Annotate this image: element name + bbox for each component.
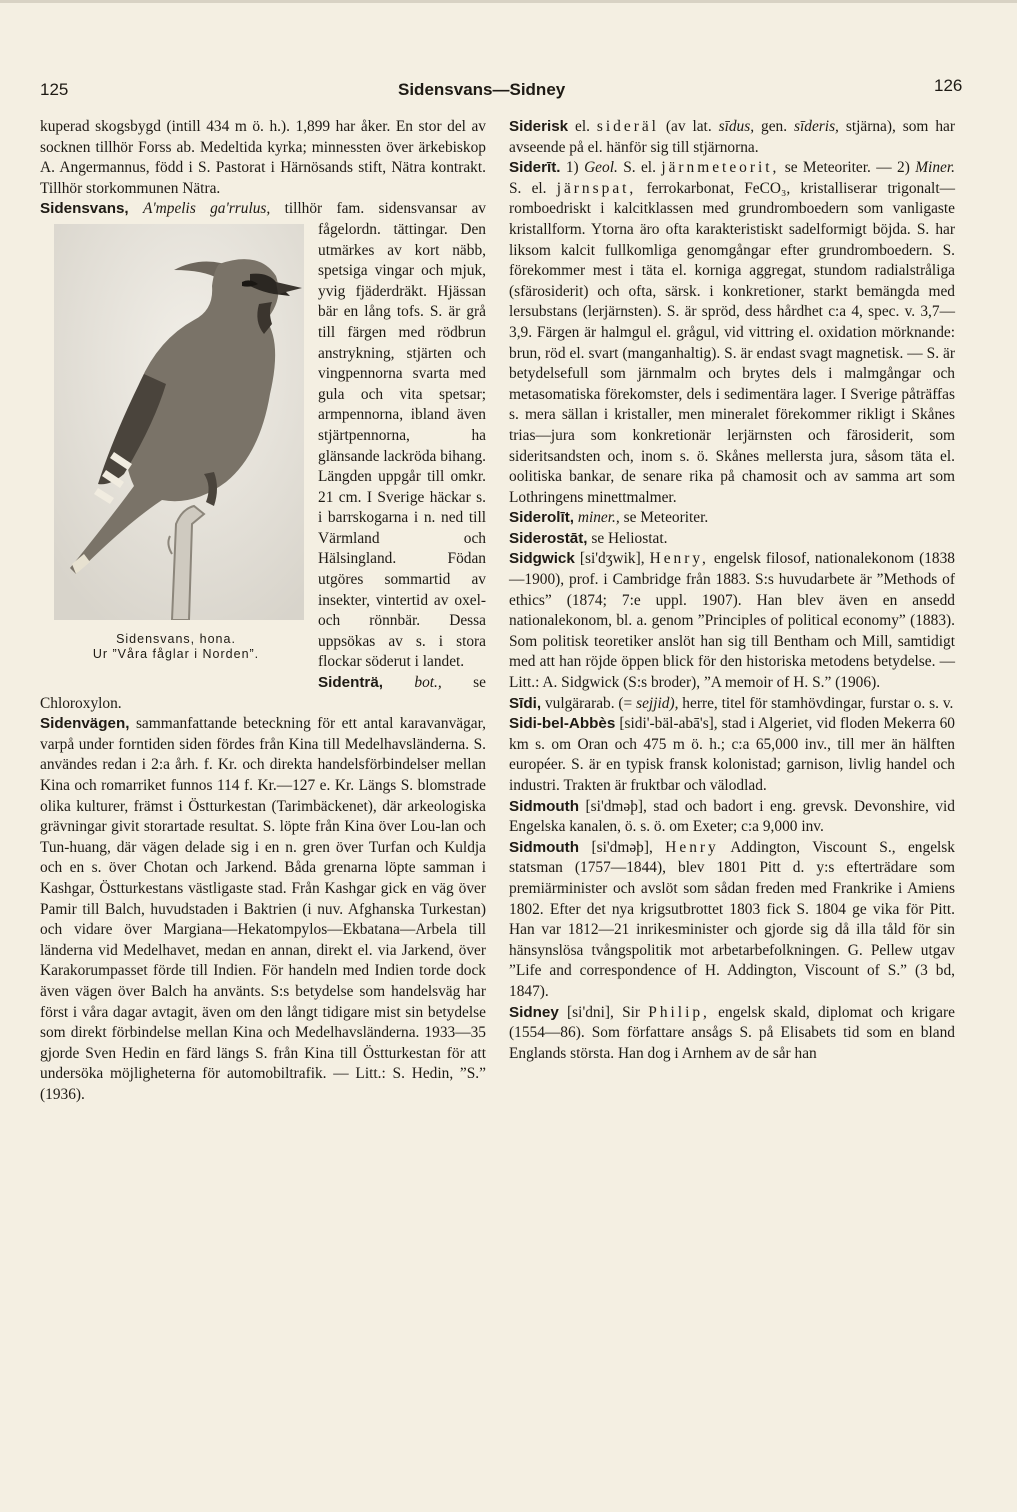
figure-caption bbox=[40, 632, 312, 662]
headword-sidensvans: Sidensvans, bbox=[40, 200, 129, 218]
entry-siderisk: Siderisk el. sideräl (av lat. sīdus, gen. sīderis, stjärna), som har avseende på el. hänför sig till stjärnorna. bbox=[509, 118, 955, 156]
running-title: Sidensvans—Sidney bbox=[398, 80, 566, 99]
entry-sidentra: Sidenträ, bot., se Chloroxylon. bbox=[40, 674, 486, 712]
headword-siderolit: Siderolīt, bbox=[509, 509, 574, 527]
page-number-left: 125 bbox=[40, 80, 69, 99]
headword-sidentra: Sidenträ, bbox=[318, 674, 383, 692]
entry-sidmouth-town: Sidmouth [si'dməþ], stad och badort i eng. grevsk. Devonshire, vid Engelska kanalen, ö. s. ö. om Exeter; c:a 9,000 inv. bbox=[509, 797, 955, 836]
bird-figure bbox=[40, 224, 312, 680]
entry-sidgwick: Sidgwick [si'dʒwik], Henry, engelsk filosof, nationalekonom (1838—1900), prof. i Cambridge från 1883. S:s huvudarbete är ”Methods of ethics” (1874; 7:e uppl. 1907). Han blev även en ansedd nationalekonom, bl. a. genom ”Principles of political economy” (1883). Som politisk teoretiker anslöt han sig till Bentham och Mill, samtidigt med att han röjde öppen blick för den historiska metodens betydelse. — Litt.: A. Sidgwick (S:s broder), ”A memoir of H. S.” (1906). bbox=[509, 550, 955, 692]
headword-siderisk: Siderisk bbox=[509, 118, 569, 135]
headword-siderostat: Siderostāt, bbox=[509, 529, 588, 547]
headword-sidmouth-town: Sidmouth bbox=[509, 797, 580, 815]
entry-siderit: Siderīt. 1) Geol. S. el. järnmeteorit, se Meteoriter. — 2) Miner. S. el. järnspat, ferrokarbonat, FeCO₃, kristalliserar trigonalt—romboedriskt i kalcitklassen med grundromboedern som vanligaste kristallform. Ytorna äro ofta karakteristiskt sadelformigt böjda. S. har liksom kalcit fullkomliga genomgångar efter grundromboedern. S. förekommer mest i täta el. korniga aggregat, stundom radialstråliga (sfärosiderit) och ofta, särsk. i konkretioner, starkt bemängda med lersubstans (lerjärnsten). S. är spröd, dess hårdhet c:a 4, spec. v. 3,7—3,9. Färgen är halmgul el. grågul, vid vittring el. oxidation mörknande: brun, röd el. svart (manganhaltig). S. är endast svagt magnetisk. — S. är betydelsefull som järnmalm och brytes dels i malmgångar och metasomatiska förekomster, dels i sedimentära lager. I Sverige påträffas s. mera sällan i kristaller, men mineralet förekommer rikligt i Skånes trias—jura som konkretionär lerjärnsten och färosiderit, som sideritsandsten och, inom s. ö. Skånes mellersta jura, såsom täta el. oolitiska bankar, de senare rika på chamosit och av samma art som Lothringens minettmalmer. bbox=[509, 159, 955, 506]
entry-siderolit: Siderolīt, miner., se Meteoriter. bbox=[509, 509, 709, 527]
waxwing-photo bbox=[54, 224, 304, 620]
caption-line-2: Ur ”Våra fåglar i Norden”. bbox=[92, 646, 260, 661]
entry-sidensvans: Sidensvans, A'mpelis ga'rrulus, Sidensvans, hona. Ur ”Våra fåglar i Norden”. tillhör fam. sidensvansar av fågelordn. tättingar. Den utmärkes av kort näbb, spetsiga vingar och mjuk, yvig fjäderdräkt. Hjässan bär en lång tofs. S. är grå till färgen med rödbrun anstrykning, stjärten och vingpennorna svarta med gula och vita spetsar; armpennorna, ibland även stjärtpennorna, ha glänsande lackröda bihang. Längden uppgår till omkr. 21 cm. I Sverige häckar s. i barrskogarna i n. ned till Värmland och Hälsingland. Födan utgöres sommartid av insekter, vintertid av oxel- och rönnbär. Dessa uppsökas av s. i stora flockar söderut i landet. bbox=[40, 199, 486, 673]
entry-sidi-bel-abbes: Sidi-bel-Abbès [sidi'-bäl-abā's], stad i Algeriet, vid floden Mekerra 60 km s. om Oran och 475 m ö. h.; c:a 65,000 inv., till mer än hälften européer. S. är en typisk fransk kolonistad; garnison, livlig handel och industri. Trakten är fruktbar och välodlad. bbox=[509, 715, 955, 794]
headword-sidmouth-person: Sidmouth bbox=[509, 838, 580, 856]
entry-sidenvagen: Sidenvägen, sammanfattande beteckning för ett antal karavanvägar, varpå under forntiden siden fördes från Kina till Medelhavsländerna. S. användes redan i 2:a årh. f. Kr. och direkta handelsförbindelser mellan Kina och romarriket funnos 114 f. Kr.—127 e. Kr. Längs S. blomstrade olika kulturer, främst i Östturkestan (Tarimbäckenet), där arkeologiska grävningar givit storartade resultat. S. löpte från Kina över Lou-lan och Tun-huang, där vägen delade sig i en n. gren över Turfan och Kuldja och en s. över Chotan och Jarkend. Båda grenarna löpte samman i Kashgar, Östturkestans västligaste stad. Från Kashgar gick en väg över Pamir till Balch, huvudstaden i Baktrien (i nuv. Afghanska Turkestan) och vidare över Margiana—Hekatompylos—Ekbatana—Arbela till länderna vid Medelhavet, medan en annan, direkt el. via Jarkend, över Karakorumpasset förde till Indien. För handeln med Indien torde dock även vägen över Balch ha använts. S:s betydelse som handelsväg har först i våra dagar avtagit, även om den långt tidigare mist sin betydelse som direkt förbindelse mellan Kina och Medelhavsländerna. 1933—35 gjorde Sven Hedin en färd längs S. från Kina till Östturkestan för att undersöka möjligheterna för automobiltrafik. — Litt.: S. Hedin, ”S.” (1936). bbox=[40, 715, 486, 1103]
entry-siderostat: Siderostāt, se Heliostat. bbox=[509, 529, 668, 547]
page-header bbox=[0, 76, 1017, 110]
headword-sidi-bel-abbes: Sidi-bel-Abbès bbox=[509, 715, 616, 733]
headword-sidney: Sidney bbox=[509, 1003, 559, 1021]
left-column bbox=[40, 117, 486, 1106]
caption-line-1: Sidensvans, hona. bbox=[116, 631, 236, 646]
top-edge-rule bbox=[0, 0, 1017, 3]
entry-continuation: kuperad skogsbygd (intill 434 m ö. h.). 1,899 har åker. En stor del av socknen tillhör Forss ab. Medeltida kyrka; minnessten över ärkebiskop A. Angermannus, född i S. Pastorat i Härnösands stift, Nätra kontrakt. Tillhör storkommunen Nätra. bbox=[40, 118, 486, 197]
entry-sidi: Sīdi, vulgärarab. (= sejjid), herre, titel för stamhövdingar, furstar o. s. v. bbox=[509, 694, 954, 712]
entry-sidmouth-person: Sidmouth [si'dməþ], Henry Addington, Viscount S., engelsk statsman (1757—1844), blev 1801 Pitt d. y:s efterträdare som premiärminister och avslöt som sådan freden med Frankrike i Amiens 1802. Efter det nya krigsutbrottet 1803 fick S. 1804 ge vika för Pitt. Han var 1812—21 inrikesminister och gjorde sig då illa tåld för sin hänsynslösa tvångspolitik mot arbetarbefolkningen. G. Pellew utgav ”Life and correspondence of H. Addington, Viscount of S.” (3 bd, 1847). bbox=[509, 838, 955, 1000]
headword-sidenvagen: Sidenvägen, bbox=[40, 715, 130, 733]
entry-sidney: Sidney [si'dni], Sir Philip, engelsk skald, diplomat och krigare (1554—86). Som författare ansågs S. på Elisabets tid som en bland Englands största. Han dog i Arnhem av de sår han bbox=[509, 1003, 955, 1062]
page-number-right: 126 bbox=[934, 76, 963, 95]
headword-sidi: Sīdi, bbox=[509, 694, 542, 712]
headword-siderit: Siderīt. bbox=[509, 159, 561, 177]
headword-sidgwick: Sidgwick bbox=[509, 550, 575, 568]
right-column bbox=[509, 117, 955, 1064]
